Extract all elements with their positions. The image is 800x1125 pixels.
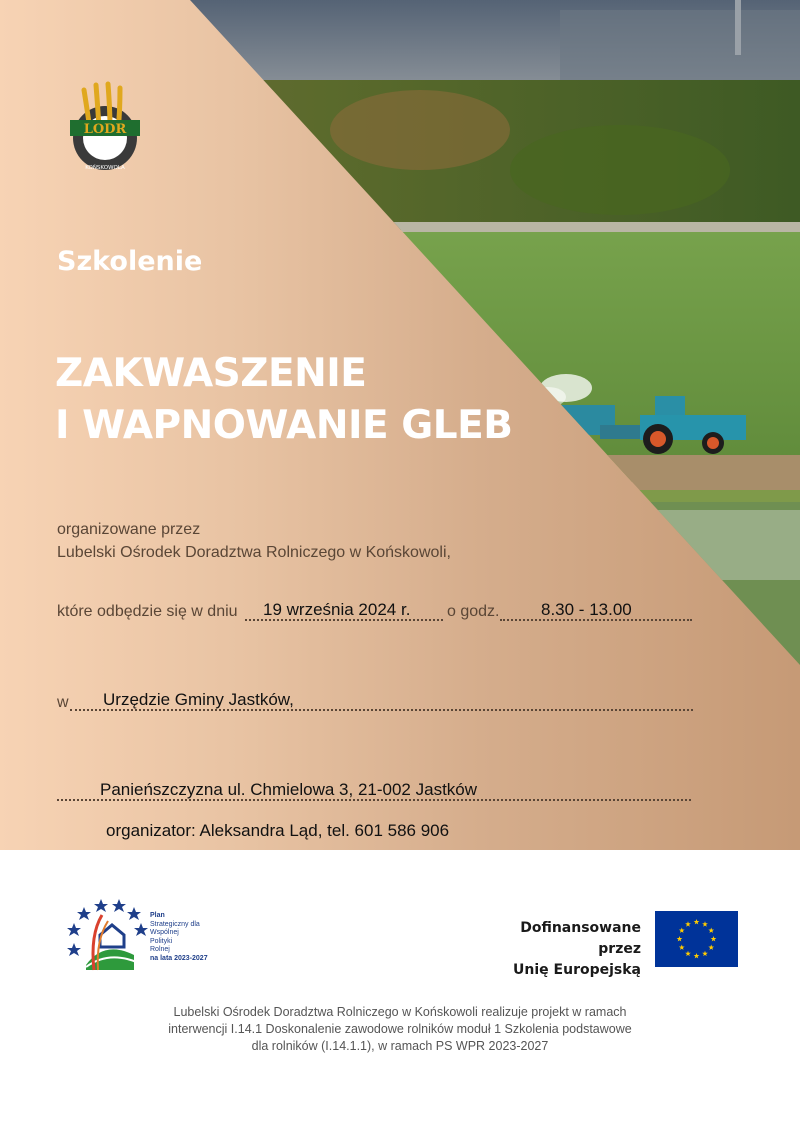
event-place: Urzędzie Gminy Jastków, <box>103 690 294 709</box>
place-label: w <box>57 694 69 711</box>
plan-line-1: Plan <box>150 912 165 919</box>
plan-line-3: Wspólnej <box>150 929 179 936</box>
organizer-block <box>57 518 451 564</box>
training-kicker: Szkolenie <box>57 246 203 277</box>
footer-line3: dla rolników (I.14.1.1), w ramach PS WPR 2023-2027 <box>251 1039 549 1053</box>
training-title <box>55 348 512 452</box>
footer-line1: Lubelski Ośrodek Doradztwa Rolniczego w Końskowoli realizuje projekt w ramach <box>173 1005 627 1019</box>
event-time: 8.30 - 13.00 <box>541 600 632 619</box>
eu-flag-icon <box>655 911 738 967</box>
event-organizer-contact: organizator: Aleksandra Ląd, tel. 601 586 906 <box>106 821 450 840</box>
footer-project-info <box>120 1004 680 1055</box>
time-label: o godz. <box>447 603 500 620</box>
lodr-logo <box>66 80 144 175</box>
plan-line-2: Strategiczny dla <box>150 920 200 928</box>
event-date: 19 września 2024 r. <box>263 600 411 619</box>
cofinanced-line1: Dofinansowane przez <box>520 920 641 957</box>
plan-strategiczny-text <box>150 912 208 963</box>
plan-years: na lata 2023-2027 <box>150 954 208 962</box>
organized-by-label: organizowane przez <box>57 521 201 538</box>
lodr-logo-ring-text: KOŃSKOWOLA <box>85 165 125 171</box>
footer-line2: interwencji I.14.1 Doskonalenie zawodowe rolników moduł 1 Szkolenia podstawowe <box>168 1022 632 1036</box>
organizer-name: Lubelski Ośrodek Doradztwa Rolniczego w Końskowoli, <box>57 544 451 561</box>
date-label: które odbędzie się w dniu <box>57 603 238 620</box>
cofinanced-text <box>484 918 641 981</box>
plan-line-4: Polityki <box>150 937 173 945</box>
plan-strategiczny-logo <box>64 895 149 975</box>
lodr-logo-text: LODR <box>83 122 127 137</box>
cofinanced-line2: Unię Europejską <box>513 962 641 978</box>
training-title-line2: I WAPNOWANIE GLEB <box>55 403 513 448</box>
training-title-line1: ZAKWASZENIE <box>55 351 367 396</box>
plan-line-5: Rolnej <box>150 946 170 953</box>
event-address: Panieńszczyzna ul. Chmielowa 3, 21-002 Jastków <box>100 780 478 799</box>
